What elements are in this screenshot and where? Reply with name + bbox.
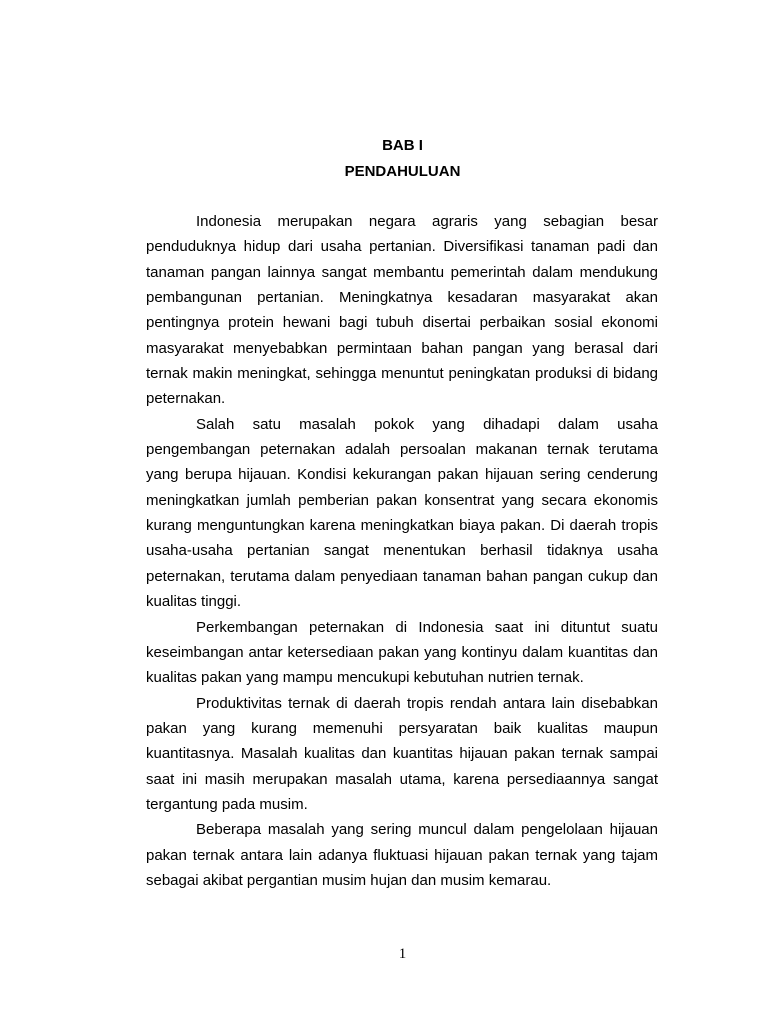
- paragraph-4: Produktivitas ternak di daerah tropis rendah antara lain disebabkan pakan yang kurang memenuhi persyaratan baik kualitas maupun kuantitasnya. Masalah kualitas dan kuantitas hijauan pakan ternak sampai saat ini masih merupakan masalah utama, karena persediaannya sangat tergantung pada musim.: [146, 694, 658, 813]
- page-number: 1: [398, 946, 407, 962]
- chapter-title: PENDAHULUAN: [344, 163, 461, 180]
- paragraph-5: Beberapa masalah yang sering muncul dalam pengelolaan hijauan pakan ternak antara lain adanya fluktuasi hijauan pakan ternak yang tajam sebagai akibat pergantian musim hujan dan musim kemarau.: [146, 821, 658, 889]
- paragraph-3: Perkembangan peternakan di Indonesia saat ini dituntut suatu keseimbangan antar ketersediaan pakan yang kontinyu dalam kuantitas dan kualitas pakan yang mampu mencukupi kebutuhan nutrien ternak.: [146, 618, 658, 687]
- paragraph-2: Salah satu masalah pokok yang dihadapi dalam usaha pengembangan peternakan adalah persoalan makanan ternak terutama yang berupa hijauan. Kondisi kekurangan pakan hijauan sering cenderung meningkatkan jumlah pemberian pakan konsentrat yang secara ekonomis kurang menguntungkan karena meningkatkan biaya pakan. Di daerah tropis usaha-usaha pertanian sangat menentukan berhasil tidaknya usaha peternakan, terutama dalam penyediaan tanaman bahan pangan cukup dan kualitas tinggi.: [146, 415, 658, 611]
- chapter-body: [146, 209, 658, 893]
- chapter-label: BAB I: [382, 137, 423, 154]
- paragraph-1: Indonesia merupakan negara agraris yang sebagian besar penduduknya hidup dari usaha pertanian. Diversifikasi tanaman padi dan tanaman pangan lainnya sangat membantu pemerintah dalam mendukung pembangunan pertanian. Meningkatnya kesadaran masyarakat akan pentingnya protein hewani bagi tubuh disertai perbaikan sosial ekonomi masyarakat menyebabkan permintaan bahan pangan yang berasal dari ternak makin meningkat, sehingga menuntut peningkatan produksi di bidang peternakan.: [146, 213, 658, 408]
